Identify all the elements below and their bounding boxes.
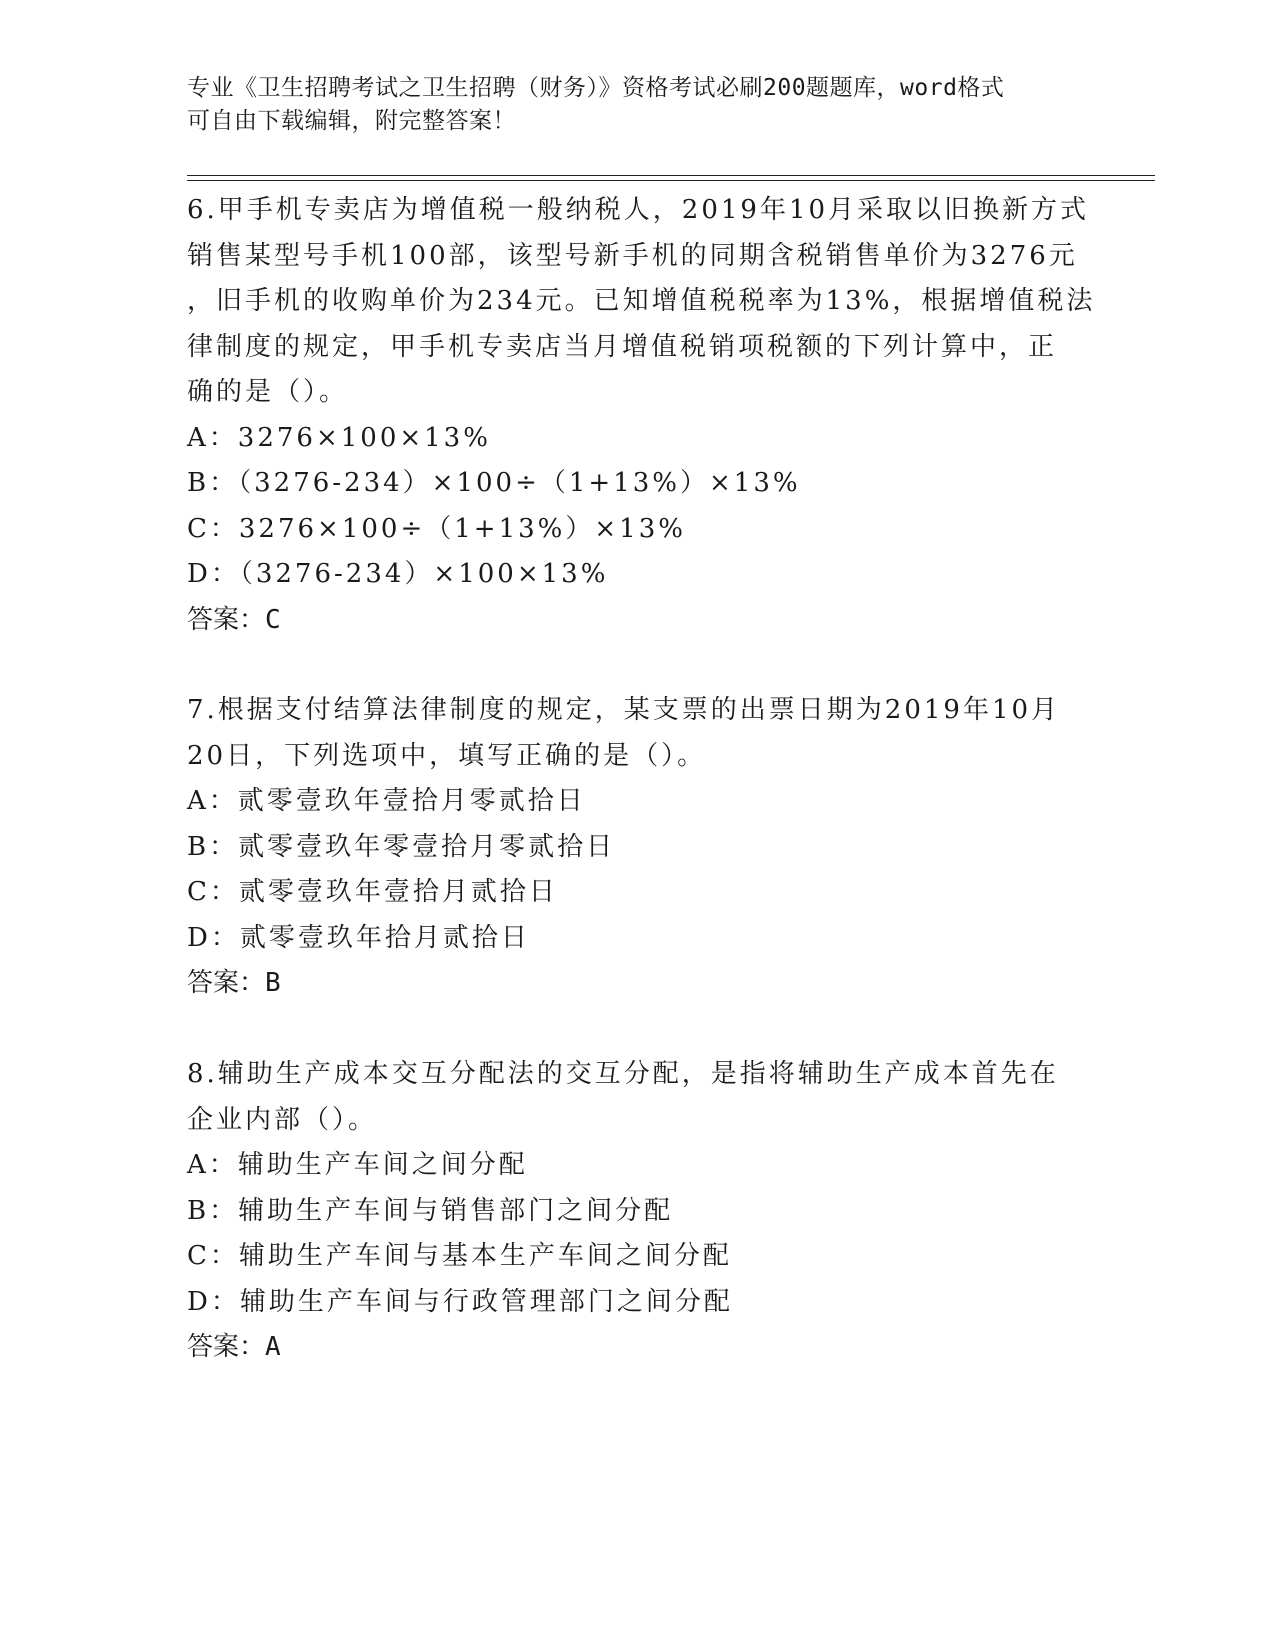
question-8 [187,1052,1087,1371]
option-c: C：辅助生产车间与基本生产车间之间分配 [187,1241,732,1271]
answer: 答案：A [187,1332,281,1362]
option-b: B：辅助生产车间与销售部门之间分配 [187,1195,674,1226]
header-divider-top [187,175,1155,176]
document-header [187,72,1087,138]
option-d: D：（3276-234）×100×13% [187,559,609,589]
option-c: C：3276×100÷（1+13%）×13% [187,513,686,544]
question-text-line: 8.辅助生产成本交互分配法的交互分配，是指将辅助生产成本首先在 [187,1059,1059,1089]
option-a: A：贰零壹玖年壹拾月零贰拾日 [187,786,586,816]
question-6 [187,188,1096,643]
option-c: C：贰零壹玖年壹拾月贰拾日 [187,877,558,907]
answer: 答案：C [187,604,281,635]
option-b: B：贰零壹玖年零壹拾月零贰拾日 [187,831,616,862]
question-text-line: 企业内部（）。 [187,1104,378,1135]
question-7 [187,688,1087,1007]
option-d: D：辅助生产车间与行政管理部门之间分配 [187,1286,733,1317]
option-b: B：（3276-234）×100÷（1+13%）×13% [187,468,801,498]
question-text-line: 6.甲手机专卖店为增值税一般纳税人，2019年10月采取以旧换新方式 [187,195,1090,225]
option-a: A：辅助生产车间之间分配 [187,1150,528,1180]
question-text-line: ，旧手机的收购单价为234元。已知增值税税率为13%，根据增值税法 [187,286,1096,316]
header-title-line-1: 专业《卫生招聘考试之卫生招聘（财务）》资格考试必刷200题题库，word格式 [187,75,1005,101]
question-text-line: 确的是（）。 [187,377,349,407]
header-title-line-2: 可自由下载编辑，附完整答案！ [187,108,516,134]
question-text-line: 20日，下列选项中，填写正确的是（）。 [187,740,707,771]
question-text-line: 律制度的规定，甲手机专卖店当月增值税销项税额的下列计算中，正 [187,331,1058,362]
option-d: D：贰零壹玖年拾月贰拾日 [187,922,530,953]
question-text-line: 销售某型号手机100部，该型号新手机的同期含税销售单价为3276元 [187,240,1078,271]
answer: 答案：B [187,968,281,998]
question-text-line: 7.根据支付结算法律制度的规定，某支票的出票日期为2019年10月 [187,695,1061,725]
option-a: A：3276×100×13% [187,422,491,453]
header-divider-bottom [187,180,1155,181]
